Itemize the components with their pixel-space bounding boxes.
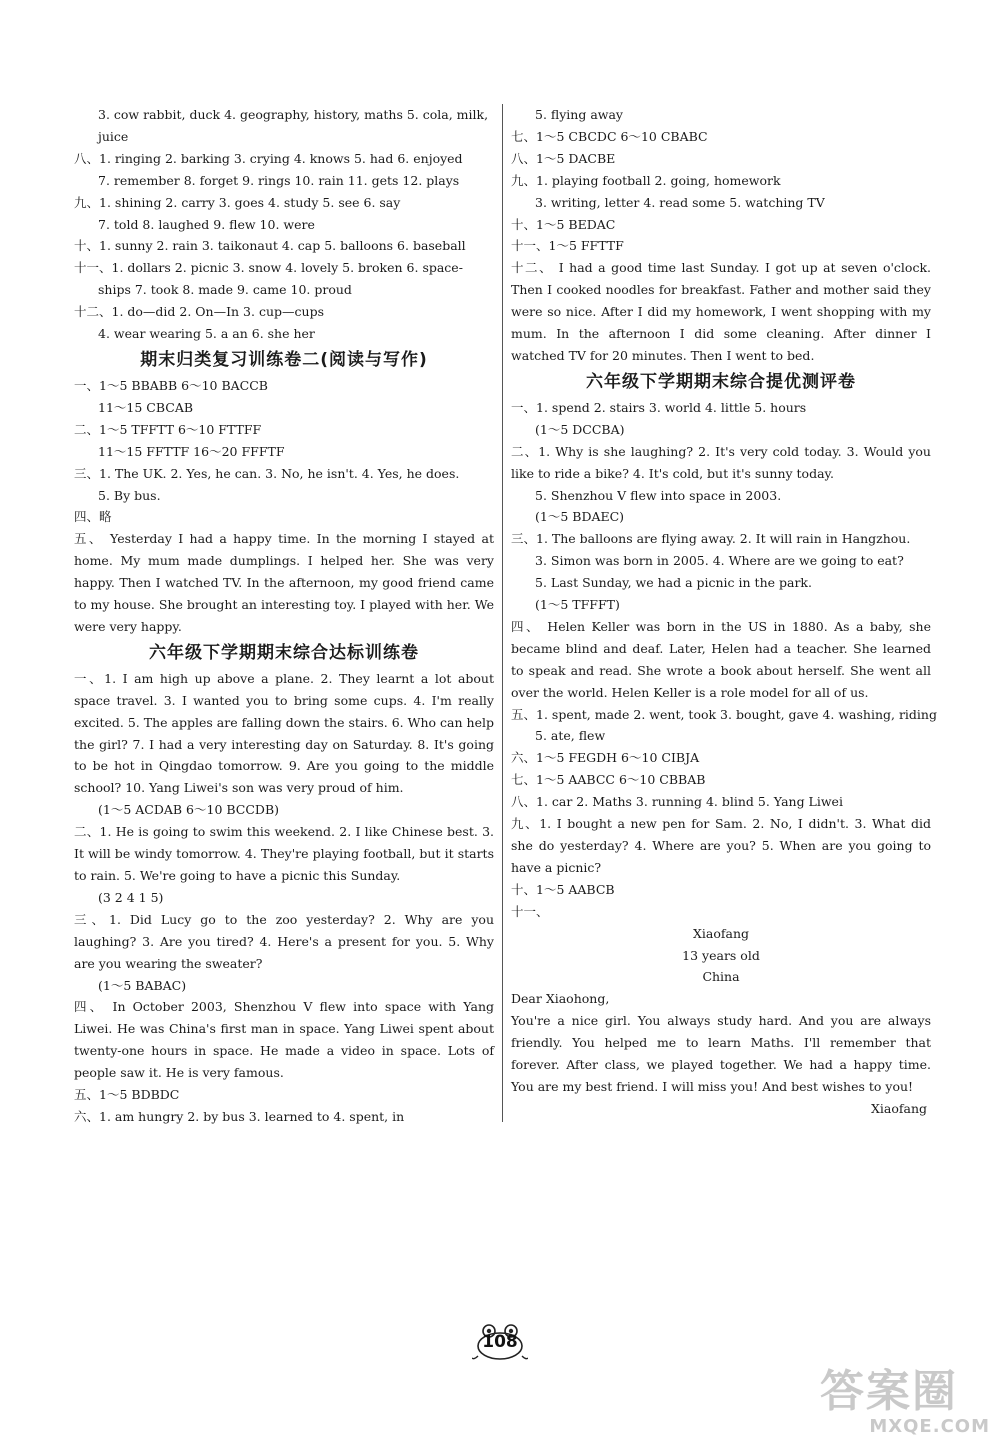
answer-line: (3 2 4 1 5)	[98, 889, 164, 905]
letter-signature: Xiaofang	[870, 1100, 927, 1116]
answer-line: 十、1～5 BEDAC	[511, 216, 616, 232]
answer-line: 十二、1. do—did 2. On—In 3. cup—cups	[74, 304, 324, 320]
watermark-logo-text: 答案圈	[820, 1366, 958, 1417]
answer-paragraph: 二、1. He is going to swim this weekend. 2. I like Chinese best. 3. It will be windy tomorrow. 4. They're playing football, but it starts to rain. 5. We're going to have a picnic this Sunday.	[74, 824, 494, 883]
answer-line: 4. wear wearing 5. a an 6. she her	[98, 326, 315, 342]
page-number: 108	[482, 1332, 518, 1352]
answer-line: 3. cow rabbit, duck 4. geography, history, maths 5. cola, milk,	[98, 107, 489, 122]
answer-line: 5. ate, flew	[535, 728, 606, 744]
right-column	[511, 104, 937, 1120]
watermark-url: MXQE.COM	[869, 1416, 990, 1437]
answer-line: (1～5 DCCBA)	[535, 421, 625, 437]
answer-line: 11～15 FFTTF 16～20 FFFTF	[98, 443, 285, 459]
answer-line: 九、1. shining 2. carry 3. goes 4. study 5. see 6. say	[74, 194, 401, 210]
answer-line: 八、1～5 DACBE	[511, 150, 616, 166]
left-column	[74, 104, 494, 1128]
letter-header-line: Xiaofang	[692, 925, 749, 941]
answer-paragraph: You're a nice girl. You always study hard. And you are always friendly. You helped me to learn Maths. I'll remember that forever. After class, we played together. We had a happy time. You are my best friend. I will miss you! And best wishes to you!	[511, 1013, 931, 1094]
answer-line: 一、1. spend 2. stairs 3. world 4. little 5. hours	[511, 399, 807, 415]
answer-paragraph: 四、 Helen Keller was born in the US in 1880. As a baby, she became blind and deaf. Later, Helen had a teacher. She learned to speak and read. She wrote a book about herself. She went all over the world. Helen Keller is a role model for all of us.	[511, 618, 931, 700]
section-heading: 六年级下学期期末综合达标训练卷	[149, 642, 419, 663]
answer-paragraph: 二、1. Why is she laughing? 2. It's very cold today. 3. Would you like to ride a bike? 4. It's cold, but it's sunny today.	[511, 443, 931, 481]
answer-line: juice	[98, 128, 129, 144]
answer-paragraph: 十二、 I had a good time last Sunday. I got up at seven o'clock. Then I cooked noodles for breakfast. Father and mother said they were so nice. After I did my homework, I went shopping with my mum. In the afternoon I did some cleaning. After dinner I watched TV for 20 minutes. Then I went to bed.	[511, 260, 931, 363]
answer-line: (1～5 BABAC)	[98, 977, 187, 993]
answer-line: 三、1. The balloons are flying away. 2. It will rain in Hangzhou.	[511, 531, 911, 547]
answer-line: 5. flying away	[535, 107, 623, 122]
answer-line: 六、1. am hungry 2. by bus 3. learned to 4. spent, in	[74, 1108, 405, 1124]
answer-paragraph: 九、1. I bought a new pen for Sam. 2. No, I didn't. 3. What did she do yesterday? 4. Where are you? 5. When are you going to have a picnic?	[511, 816, 931, 875]
letter-header-line: 13 years old	[682, 947, 760, 963]
answer-line: 三、1. The UK. 2. Yes, he can. 3. No, he isn't. 4. Yes, he does.	[74, 465, 460, 481]
answer-line: (1～5 BDAEC)	[535, 509, 625, 525]
answer-line: 7. remember 8. forget 9. rings 10. rain 11. gets 12. plays	[98, 172, 460, 188]
answer-line: 六、1～5 FEGDH 6～10 CIBJA	[511, 750, 700, 766]
answer-line: 十、1～5 AABCB	[511, 881, 615, 897]
answer-line: 九、1. playing football 2. going, homework	[511, 172, 781, 188]
answer-line: 十一、1～5 FFTTF	[511, 238, 624, 254]
answer-line: 五、1～5 BDBDC	[74, 1087, 180, 1103]
answer-line: 一、1～5 BBABB 6～10 BACCB	[74, 377, 268, 393]
answer-line: 四、略	[74, 509, 112, 525]
answer-paragraph: 五、 Yesterday I had a happy time. In the morning I stayed at home. My mum made dumplings. I helped her. She was very happy. Then I watched TV. In the afternoon, my good friend came to my house. She brought an interesting toy. I played with her. We were very happy.	[74, 531, 494, 634]
answer-line: 11～15 CBCAB	[98, 399, 194, 415]
page-number-badge	[472, 1322, 528, 1362]
answer-line: 5. Last Sunday, we had a picnic in the park.	[535, 575, 812, 591]
answer-line: 七、1～5 CBCDC 6～10 CBABC	[511, 128, 708, 144]
answer-line: Dear Xiaohong,	[511, 991, 610, 1007]
answer-paragraph: 四、 In October 2003, Shenzhou V flew into space with Yang Liwei. He was China's first man in space. Yang Liwei spent about twenty-one hours in space. He made a video in space. Lots of people saw it. He is very famous.	[74, 999, 494, 1081]
section-heading: 期末归类复习训练卷二(阅读与写作)	[140, 349, 428, 370]
answer-line: 3. writing, letter 4. read some 5. watching TV	[535, 194, 825, 210]
answer-paragraph: 三、1. Did Lucy go to the zoo yesterday? 2. Why are you laughing? 3. Are you tired? 4. Here's a present for you. 5. Why are you wearing the sweater?	[74, 911, 494, 971]
answer-line: 十、1. sunny 2. rain 3. taikonaut 4. cap 5. balloons 6. baseball	[74, 238, 466, 254]
answer-line: 5. By bus.	[98, 487, 161, 503]
answer-line: 二、1～5 TFFTT 6～10 FTTFF	[74, 421, 262, 437]
answer-line: 7. told 8. laughed 9. flew 10. were	[98, 216, 315, 232]
answer-line: 七、1～5 AABCC 6～10 CBBAB	[511, 772, 706, 788]
answer-line: 八、1. car 2. Maths 3. running 4. blind 5. Yang Liwei	[511, 794, 843, 810]
answer-line: 5. Shenzhou V flew into space in 2003.	[535, 487, 782, 503]
column-divider	[502, 104, 503, 1122]
answer-line: 3. Simon was born in 2005. 4. Where are we going to eat?	[535, 553, 904, 569]
answer-line: ships 7. took 8. made 9. came 10. proud	[98, 282, 352, 298]
watermark	[820, 1368, 990, 1442]
answer-line: (1～5 ACDAB 6～10 BCCDB)	[98, 802, 280, 818]
answer-line: 八、1. ringing 2. barking 3. crying 4. knows 5. had 6. enjoyed	[74, 150, 463, 166]
answer-line: 五、1. spent, made 2. went, took 3. bought, gave 4. washing, riding	[511, 706, 937, 722]
letter-header-line: China	[702, 969, 740, 985]
answer-paragraph: 一、1. I am high up above a plane. 2. They learnt a lot about space travel. 3. I wanted you to bring some cups. 4. I'm really excited. 5. The apples are falling down the stairs. 6. Who can help the girl? 7. I had a very interesting day on Saturday. 8. It's going to be hot in Qingdao tomorrow. 9. Are you going to the middle school? 10. Yang Liwei's son was very proud of him.	[74, 670, 494, 796]
answer-line: 十一、1. dollars 2. picnic 3. snow 4. lovely 5. broken 6. space-	[74, 260, 463, 276]
answer-line: (1～5 TFFFT)	[535, 597, 620, 613]
answer-line: 十一、	[511, 903, 549, 919]
section-heading: 六年级下学期期末综合提优测评卷	[586, 371, 856, 392]
